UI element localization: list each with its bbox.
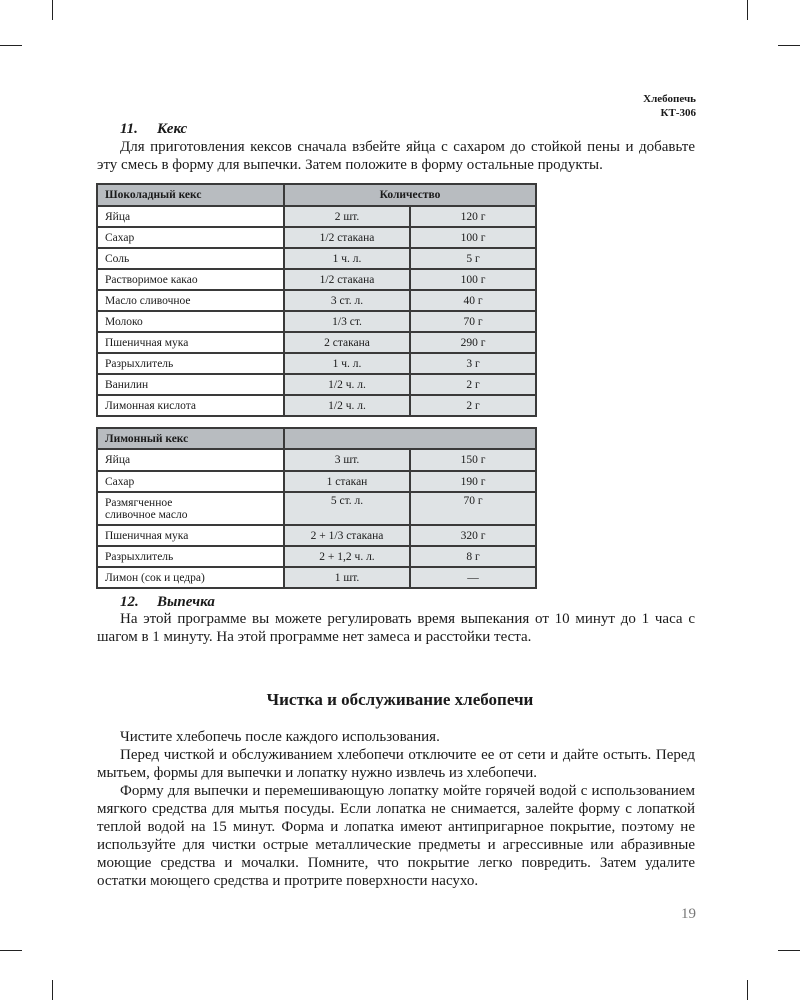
table-header-row xyxy=(97,428,536,449)
ingredient-measure: 1/2 ч. л. xyxy=(284,374,410,395)
ingredient-measure: 5 ст. л. xyxy=(284,492,410,525)
section-11-text xyxy=(97,138,695,174)
table-row xyxy=(97,395,536,416)
table-row xyxy=(97,471,536,492)
ingredient-measure: 2 + 1/3 стакана xyxy=(284,525,410,546)
paragraph: На этой программе вы можете регулировать время выпекания от 10 минут до 1 часа с шагом в 1 минуту. На этой программе нет замеса и расстойки теста. xyxy=(97,611,695,645)
ingredient-name: Сахар xyxy=(97,471,284,492)
ingredient-weight: 290 г xyxy=(410,332,536,353)
table-header-qty: Количество xyxy=(284,184,536,206)
ingredient-name: Молоко xyxy=(97,311,284,332)
ingredient-name: Разрыхлитель xyxy=(97,546,284,567)
chocolate-cake-table xyxy=(96,183,537,417)
ingredient-name: Соль xyxy=(97,248,284,269)
ingredient-weight: 100 г xyxy=(410,227,536,248)
section-12-title xyxy=(120,594,215,611)
section-11-title xyxy=(120,121,187,138)
ingredient-weight: 190 г xyxy=(410,471,536,492)
ingredient-name: Пшеничная мука xyxy=(97,332,284,353)
paragraph: Форму для выпечки и перемешивающую лопатку мойте горячей водой с использованием мягкого средства для мытья посуды. Если лопатка не снимается, залейте форму с лопаткой теплой водой на 15 минут. Форма и лопатка имеют антипригарное покрытие, поэтому не используйте для чистки острые металлические предметы и агрессивные или абразивные моющие средства и мочалки. Помните, что покрытие легко повредить. Затем удалите остатки моющего средства и протрите поверхности насухо. xyxy=(97,783,695,889)
ingredient-measure: 1/2 стакана xyxy=(284,227,410,248)
ingredient-weight: 8 г xyxy=(410,546,536,567)
ingredient-measure: 3 ст. л. xyxy=(284,290,410,311)
section-12-text xyxy=(97,610,695,646)
ingredient-measure: 1/2 стакана xyxy=(284,269,410,290)
ingredient-weight: 150 г xyxy=(410,449,536,471)
table-row xyxy=(97,449,536,471)
table-row xyxy=(97,567,536,588)
header-product: Хлебопечь xyxy=(643,93,696,105)
crop-mark xyxy=(0,45,22,46)
ingredient-measure: 1 ч. л. xyxy=(284,353,410,374)
ingredient-name: Лимонная кислота xyxy=(97,395,284,416)
ingredient-weight: 120 г xyxy=(410,206,536,227)
ingredient-weight: 40 г xyxy=(410,290,536,311)
ingredient-weight: 320 г xyxy=(410,525,536,546)
page-number: 19 xyxy=(681,906,696,922)
ingredient-name: Пшеничная мука xyxy=(97,525,284,546)
ingredient-weight: 3 г xyxy=(410,353,536,374)
table-header-name: Лимонный кекс xyxy=(97,428,284,449)
paragraph: Чистите хлебопечь после каждого использования. xyxy=(120,729,440,745)
page-header xyxy=(643,92,696,120)
ingredient-name: Сахар xyxy=(97,227,284,248)
table-row xyxy=(97,269,536,290)
lemon-cake-table xyxy=(96,427,537,589)
table-row xyxy=(97,492,536,525)
ingredient-weight: 5 г xyxy=(410,248,536,269)
table-row xyxy=(97,290,536,311)
section-title: Кекс xyxy=(157,121,188,137)
ingredient-weight: 100 г xyxy=(410,269,536,290)
crop-mark xyxy=(778,950,800,951)
ingredient-name-line: Размягченное xyxy=(105,496,173,509)
ingredient-measure: 2 + 1,2 ч. л. xyxy=(284,546,410,567)
ingredient-name: Масло сливочное xyxy=(97,290,284,311)
ingredient-weight: — xyxy=(410,567,536,588)
cleaning-heading: Чистка и обслуживание хлебопечи xyxy=(266,690,534,709)
crop-mark xyxy=(778,45,800,46)
table-header-name: Шоколадный кекс xyxy=(97,184,284,206)
table-row xyxy=(97,374,536,395)
section-number: 11. xyxy=(120,121,138,137)
crop-mark xyxy=(747,980,748,1000)
ingredient-measure: 1 ч. л. xyxy=(284,248,410,269)
section-title: Выпечка xyxy=(157,594,215,610)
ingredient-name xyxy=(97,492,284,525)
crop-mark xyxy=(0,950,22,951)
ingredient-measure: 1/3 ст. xyxy=(284,311,410,332)
paragraph: Для приготовления кексов сначала взбейте яйца с сахаром до стойкой пены и добавьте эту смесь в форму для выпечки. Затем положите в форму остальные продукты. xyxy=(97,139,695,173)
ingredient-name: Разрыхлитель xyxy=(97,353,284,374)
paragraph: Перед чисткой и обслуживанием хлебопечи отключите ее от сети и дайте остыть. Перед мытьем, формы для выпечки и лопатку нужно извлечь из хлебопечи. xyxy=(97,747,695,781)
ingredient-name: Лимон (сок и цедра) xyxy=(97,567,284,588)
crop-mark xyxy=(747,0,748,20)
ingredient-measure: 2 стакана xyxy=(284,332,410,353)
ingredient-measure: 1 шт. xyxy=(284,567,410,588)
ingredient-weight: 70 г xyxy=(410,311,536,332)
ingredient-measure: 1 стакан xyxy=(284,471,410,492)
table-header-row xyxy=(97,184,536,206)
crop-mark xyxy=(52,0,53,20)
table-row xyxy=(97,525,536,546)
ingredient-weight: 70 г xyxy=(410,492,536,525)
ingredient-measure: 2 шт. xyxy=(284,206,410,227)
cleaning-text xyxy=(97,728,695,890)
table-row xyxy=(97,332,536,353)
ingredient-name-line: сливочное масло xyxy=(105,508,188,521)
table-row xyxy=(97,353,536,374)
table-row xyxy=(97,311,536,332)
section-number: 12. xyxy=(120,594,139,610)
ingredient-name: Ванилин xyxy=(97,374,284,395)
table-row xyxy=(97,546,536,567)
table-row xyxy=(97,227,536,248)
ingredient-weight: 2 г xyxy=(410,374,536,395)
table-row xyxy=(97,206,536,227)
ingredient-name: Яйца xyxy=(97,449,284,471)
ingredient-name: Яйца xyxy=(97,206,284,227)
table-header-empty xyxy=(284,428,536,449)
crop-mark xyxy=(52,980,53,1000)
ingredient-measure: 3 шт. xyxy=(284,449,410,471)
header-model: КТ-306 xyxy=(660,107,696,119)
table-row xyxy=(97,248,536,269)
ingredient-weight: 2 г xyxy=(410,395,536,416)
ingredient-name: Растворимое какао xyxy=(97,269,284,290)
ingredient-measure: 1/2 ч. л. xyxy=(284,395,410,416)
